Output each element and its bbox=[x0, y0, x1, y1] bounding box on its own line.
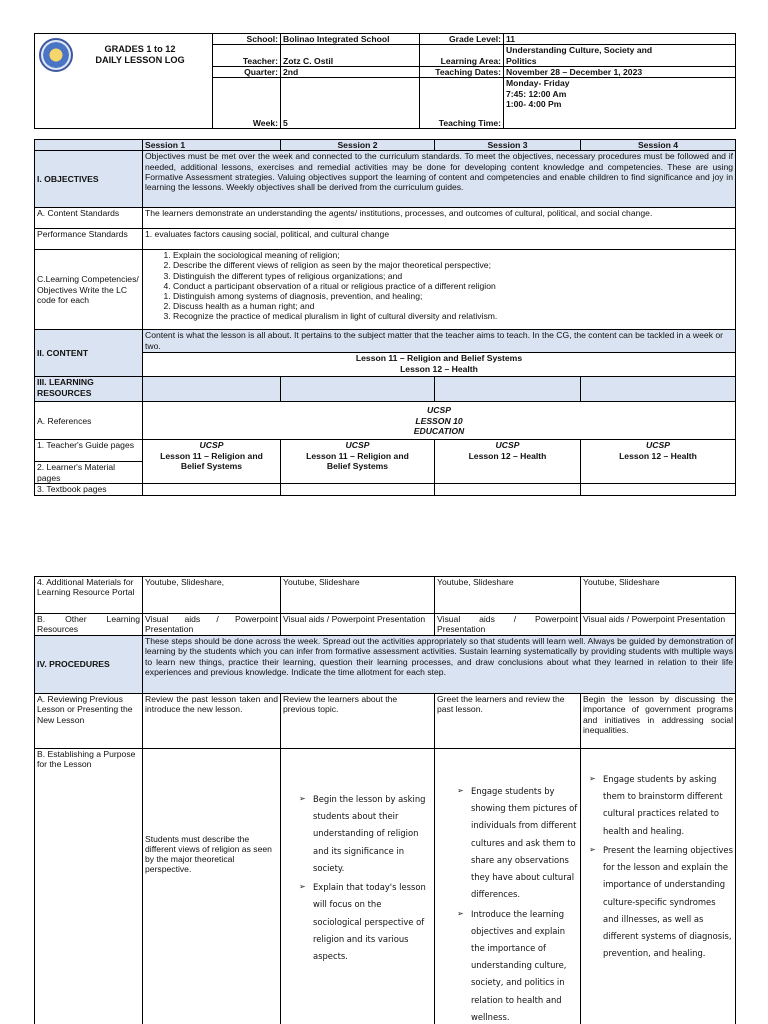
objectives-label: I. OBJECTIVES bbox=[35, 151, 143, 208]
other-resources-label: B. Other Learning Resources bbox=[35, 614, 143, 636]
reviewing-s3: Greet the learners and review the past lesson. bbox=[435, 694, 581, 749]
area-label: Learning Area: bbox=[420, 45, 504, 67]
competency-item: 2. Describe the different views of religion as seen by the major theoretical perspective; bbox=[173, 260, 733, 270]
teachers-guide-label: 1. Teacher's Guide pages bbox=[35, 440, 143, 462]
guide-cell-4: UCSP Lesson 12 – Health bbox=[581, 440, 736, 484]
grade-value: 11 bbox=[504, 34, 736, 45]
competencies-list-a bbox=[143, 250, 733, 291]
reviewing-label: A. Reviewing Previous Lesson or Presenting the New Lesson bbox=[35, 694, 143, 749]
competencies-label: C.Learning Competencies/ Objectives Write the LC code for each bbox=[35, 250, 143, 330]
dates-label: Teaching Dates: bbox=[420, 66, 504, 77]
textbook-label: 3. Textbook pages bbox=[35, 484, 143, 495]
session-header-3: Session 3 bbox=[435, 140, 581, 151]
competency-item: 1. Distinguish among systems of diagnosis, prevention, and healing; bbox=[173, 291, 733, 301]
corner-cell bbox=[35, 140, 143, 151]
procedures-label: IV. PROCEDURES bbox=[35, 636, 143, 694]
teacher-label: Teacher: bbox=[213, 45, 281, 67]
purpose-s3-list bbox=[457, 783, 578, 1024]
session-header-4: Session 4 bbox=[581, 140, 736, 151]
school-label: School: bbox=[213, 34, 281, 45]
bullet-item: ➢ Engage students by showing them pictures of individuals from different cultures and ask them to share any observations they have about cultural differences. bbox=[457, 783, 578, 904]
content-standards-label: A. Content Standards bbox=[35, 208, 143, 229]
guide-cell-3: UCSP Lesson 12 – Health bbox=[435, 440, 581, 484]
performance-standards-label: Performance Standards bbox=[35, 229, 143, 250]
week-label: Week: bbox=[213, 78, 281, 129]
quarter-value: 2nd bbox=[281, 66, 420, 77]
references-label: A. References bbox=[35, 402, 143, 440]
bullet-item: ➢ Present the learning objectives for the lesson and explain the importance of understanding culture-specific syndromes and illnesses, as well as different systems of diagnosis, prevention, and healing. bbox=[589, 842, 733, 963]
session-header-2: Session 2 bbox=[281, 140, 435, 151]
competency-item: 3. Recognize the practice of medical pluralism in light of cultural diversity and relativism. bbox=[173, 311, 733, 321]
learners-material-label: 2. Learner's Material pages bbox=[35, 462, 143, 484]
school-value: Bolinao Integrated School bbox=[281, 34, 420, 45]
guide-cell-1: UCSP Lesson 11 – Religion and Belief Systems bbox=[143, 440, 281, 484]
deped-seal-icon bbox=[39, 38, 73, 72]
competency-item: 3. Distinguish the different types of religious organizations; and bbox=[173, 271, 733, 281]
purpose-s1: Students must describe the different views of religion as seen by the major theoretical perspective. bbox=[143, 749, 281, 1024]
additional-materials-label: 4. Additional Materials for Learning Resource Portal bbox=[35, 577, 143, 614]
other-resources-s2: Visual aids / Powerpoint Presentation bbox=[281, 614, 435, 636]
objectives-text: Objectives must be met over the week and connected to the curriculum standards. To meet the objectives, necessary procedures must be followed and if needed, additional lessons, exercises and remedial activities may be done for developing content knowledge and competencies. These are using Formative Assessment strategies. Valuing objectives support the learning of content and competencies and enable children to find significance and joy in learning the lessons. Weekly objectives shall be derived from the curriculum guides. bbox=[143, 151, 736, 208]
bullet-item: ➢ Engage students by asking them to brainstorm different cultural practices related to health and healing. bbox=[589, 771, 733, 840]
learning-resources-label: III. LEARNING RESOURCES bbox=[35, 377, 143, 402]
purpose-s3 bbox=[435, 749, 581, 1024]
additional-materials-s1: Youtube, Slideshare, bbox=[143, 577, 281, 614]
performance-standards-text: 1. evaluates factors causing social, political, and cultural change bbox=[143, 229, 736, 250]
grade-label: Grade Level: bbox=[420, 34, 504, 45]
competency-item: 1. Explain the sociological meaning of religion; bbox=[173, 250, 733, 260]
content-standards-text: The learners demonstrate an understanding the agents/ institutions, processes, and outcomes of cultural, political, and social change. bbox=[143, 208, 736, 229]
quarter-label: Quarter: bbox=[213, 66, 281, 77]
purpose-s2 bbox=[281, 749, 435, 1024]
bullet-item: ➢ Begin the lesson by asking students about their understanding of religion and its significance in society. bbox=[299, 791, 428, 877]
purpose-s4-list bbox=[589, 771, 733, 962]
references-value: UCSP LESSON 10 EDUCATION bbox=[143, 402, 736, 440]
content-lessons: Lesson 11 – Religion and Belief Systems Lesson 12 – Health bbox=[143, 353, 736, 377]
competency-item: 2. Discuss health as a human right; and bbox=[173, 301, 733, 311]
competencies-list-b bbox=[143, 291, 733, 321]
procedures-text: These steps should be done across the week. Spread out the activities appropriately so that students will learn well. Always be guided by demonstration of learning by the students which you can infer from formative assessment activities. Sustain learning systematically by providing students with multiple ways to learn new things, practice their learning, question their learning processes, and draw conclusions about what they learned in relation to their life experiences and previous knowledge. Indicate the time allotment for each step. bbox=[143, 636, 736, 694]
time-label: Teaching Time: bbox=[420, 78, 504, 129]
other-resources-s4: Visual aids / Powerpoint Presentation bbox=[581, 614, 736, 636]
header-title-line1: GRADES 1 to 12 bbox=[104, 44, 176, 54]
week-value: 5 bbox=[281, 78, 420, 129]
time-value: Monday- Friday 7:45: 12:00 Am 1:00- 4:00 Pm bbox=[504, 78, 736, 129]
header-title-line2: DAILY LESSON LOG bbox=[95, 55, 185, 66]
guide-cell-2: UCSP Lesson 11 – Religion and Belief Systems bbox=[281, 440, 435, 484]
other-resources-s1: Visual aids / Powerpoint Presentation bbox=[143, 614, 281, 636]
competency-item: 4. Conduct a participant observation of a ritual or religious practice of a different religion bbox=[173, 281, 733, 291]
other-resources-s3: Visual aids / Powerpoint Presentation bbox=[435, 614, 581, 636]
bullet-item: ➢ Explain that today's lesson will focus on the sociological perspective of religion and its various aspects. bbox=[299, 879, 428, 965]
additional-materials-s3: Youtube, Slideshare bbox=[435, 577, 581, 614]
additional-materials-s2: Youtube, Slideshare bbox=[281, 577, 435, 614]
content-label: II. CONTENT bbox=[35, 330, 143, 377]
reviewing-s2: Review the learners about the previous topic. bbox=[281, 694, 435, 749]
additional-materials-s4: Youtube, Slideshare bbox=[581, 577, 736, 614]
competencies-cell bbox=[143, 250, 736, 330]
lesson-table-bottom bbox=[34, 576, 736, 1024]
header-table bbox=[34, 33, 736, 129]
reviewing-s4: Begin the lesson by discussing the importance of government programs and initiatives in addressing social inequalities. bbox=[581, 694, 736, 749]
bullet-item: ➢ Introduce the learning objectives and explain the importance of understanding culture, society, and politics in relation to health and wellness. bbox=[457, 906, 578, 1024]
purpose-s2-list bbox=[299, 791, 428, 965]
area-value: Understanding Culture, Society and Politics bbox=[504, 45, 736, 67]
dates-value: November 28 – December 1, 2023 bbox=[504, 66, 736, 77]
lesson-table-top bbox=[34, 139, 736, 496]
session-header-1: Session 1 bbox=[143, 140, 281, 151]
reviewing-s1: Review the past lesson taken and introduce the new lesson. bbox=[143, 694, 281, 749]
purpose-label: B. Establishing a Purpose for the Lesson bbox=[35, 749, 143, 1024]
header-title-cell bbox=[35, 34, 213, 129]
purpose-s4 bbox=[581, 749, 736, 1024]
content-text: Content is what the lesson is all about. It pertains to the subject matter that the teacher aims to teach. In the CG, the content can be tackled in a week or two. bbox=[143, 330, 736, 353]
teacher-value: Zotz C. Ostil bbox=[281, 45, 420, 67]
